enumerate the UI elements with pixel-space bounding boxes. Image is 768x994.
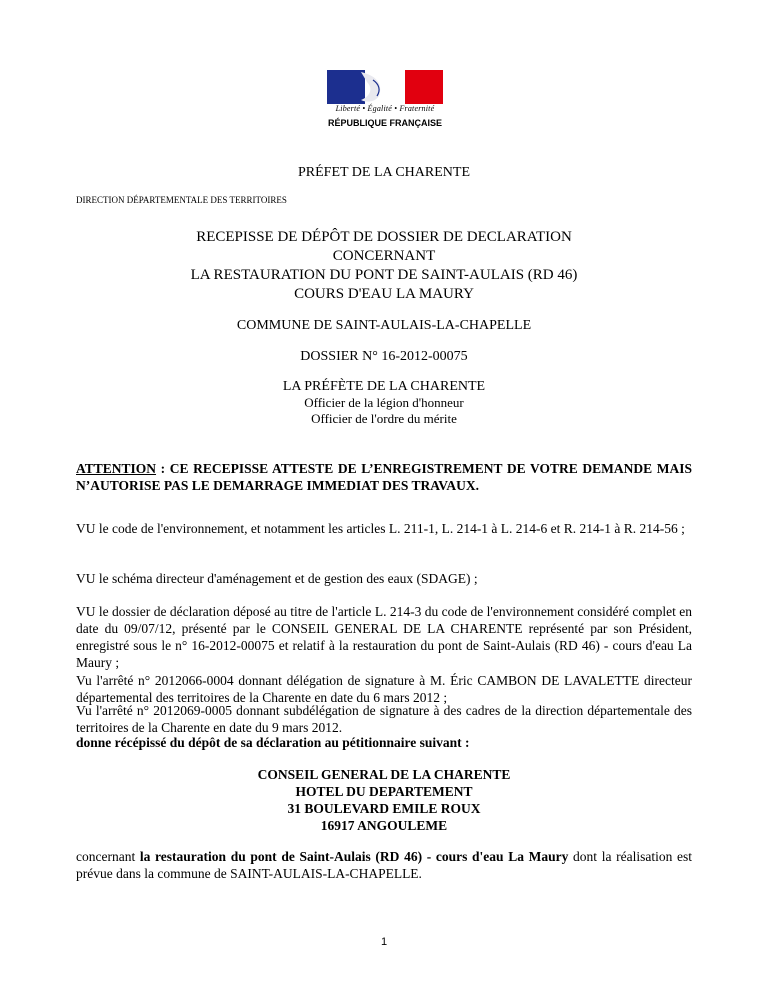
- commune-heading: COMMUNE DE SAINT-AULAIS-LA-CHAPELLE: [236, 318, 532, 333]
- address-line-1: CONSEIL GENERAL DE LA CHARENTE: [257, 767, 511, 782]
- title-line-2: CONCERNANT: [332, 248, 436, 264]
- document-title: [0, 228, 768, 304]
- concernant-prefix: concernant: [76, 849, 140, 864]
- concernant-paragraph: [76, 848, 692, 882]
- vu-paragraph-1: VU le code de l'environnement, et notamment les articles L. 211-1, L. 214-1 à L. 214-6 et R. 214-1 à R. 214-56 ;: [76, 521, 685, 536]
- logo-motto: Liberté • Égalité • Fraternité: [335, 104, 435, 113]
- page-number: 1: [380, 936, 388, 948]
- address-line-2: HOTEL DU DEPARTEMENT: [295, 784, 473, 799]
- vu-paragraph-4: Vu l'arrêté n° 2012066-0004 donnant délégation de signature à M. Éric CAMBON DE LAVALETTE directeur départemental des territoires de la Charente en date du 6 mars 2012 ;: [76, 673, 692, 705]
- prefete-block: [0, 379, 768, 427]
- officer-line-1: Officier de la légion d'honneur: [304, 395, 464, 410]
- concernant-suffix: dont la réalisation est prévue dans la commune de SAINT-AULAIS-LA-CHAPELLE.: [76, 849, 693, 881]
- attention-text: : CE RECEPISSE ATTESTE DE L’ENREGISTREMENT DE VOTRE DEMANDE MAIS N’AUTORISE PAS LE DEMARRAGE IMMEDIAT DES TRAVAUX.: [76, 461, 692, 493]
- direction-label: DIRECTION DÉPARTEMENTALE DES TERRITOIRES: [76, 195, 287, 205]
- prefete-heading: LA PRÉFÈTE DE LA CHARENTE: [282, 379, 486, 394]
- title-line-4: COURS D'EAU LA MAURY: [294, 286, 474, 302]
- logo-republique: RÉPUBLIQUE FRANÇAISE: [327, 118, 442, 128]
- address-line-4: 16917 ANGOULEME: [320, 818, 448, 833]
- concernant-bold: la restauration du pont de Saint-Aulais (RD 46) - cours d'eau La Maury: [139, 849, 569, 864]
- vu-paragraph-2: VU le schéma directeur d'aménagement et de gestion des eaux (SDAGE) ;: [76, 571, 478, 586]
- attention-label: ATTENTION: [76, 461, 157, 476]
- title-line-1: RECEPISSE DE DÉPÔT DE DOSSIER DE DECLARATION: [196, 229, 572, 245]
- vu-paragraph-5: Vu l'arrêté n° 2012069-0005 donnant subdélégation de signature à des cadres de la direction départementale des territoires de la Charente en date du 9 mars 2012.: [76, 703, 692, 735]
- prefet-heading: PRÉFET DE LA CHARENTE: [297, 165, 471, 180]
- address-line-3: 31 BOULEVARD EMILE ROUX: [287, 801, 481, 816]
- dossier-number: DOSSIER N° 16-2012-00075: [300, 349, 468, 364]
- officer-line-2: Officier de l'ordre du mérite: [311, 411, 457, 426]
- title-line-3: LA RESTAURATION DU PONT DE SAINT-AULAIS (RD 46): [190, 267, 578, 283]
- vu-paragraph-3: VU le dossier de déclaration déposé au titre de l'article L. 214-3 du code de l'environnement considéré complet en date du 09/07/12, présenté par le CONSEIL GENERAL DE LA CHARENTE représenté par son Président, enregistré sous le n° 16-2012-00075 et relatif à la restauration du pont de Saint-Aulais (RD 46) - cours d'eau La Maury ;: [76, 604, 692, 670]
- address-block: [0, 766, 768, 834]
- donne-recepisse: donne récépissé du dépôt de sa déclaration au pétitionnaire suivant :: [76, 735, 470, 750]
- attention-notice: [76, 460, 692, 494]
